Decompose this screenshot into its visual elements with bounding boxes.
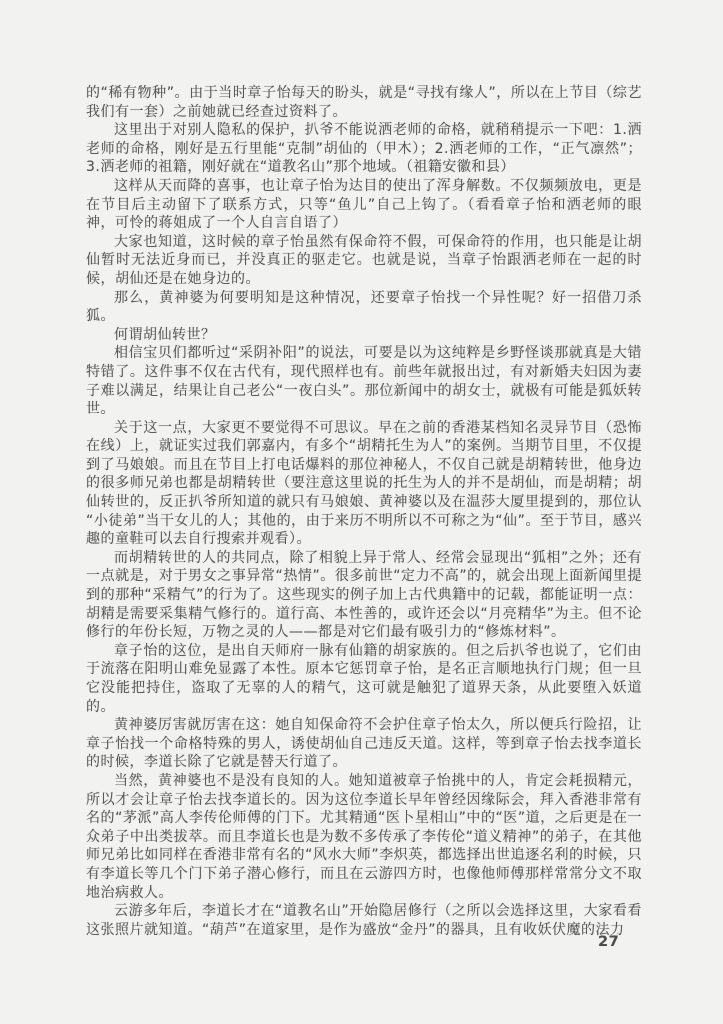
body-text [86,84,642,939]
paragraph: 章子怡的这位，是出自天师府一脉有仙籍的胡家族的。但之后扒爷也说了，它们由于流落在阳明山难免显露了本性。原本它惩罚章子怡，是名正言顺地执行门规；但一旦它没能把持住，盗取了无辜的人的精气，这可就是触犯了道界天条，从此要堕入妖道的。 [86,642,642,715]
paragraph: 云游多年后，李道长才在“道教名山”开始隐居修行（之所以会选择这里，大家看看这张照片就知道。“葫芦”在道家里，是作为盛放“金丹”的器具，且有收妖伏魔的法力 [86,903,642,938]
paragraph-question-heading: 何谓胡仙转世？ [114,326,216,343]
paragraph: 黄神婆厉害就厉害在这：她自知保命符不会护住章子怡太久，所以便兵行险招，让章子怡找一个命格特殊的男人，诱使胡仙自己违反天道。这样，等到章子怡去找李道长的时候，李道长除了它就是替天行道了。 [86,717,642,771]
paragraph: 而胡精转世的人的共同点，除了相貌上异于常人、经常会显现出“狐相”之外；还有一点就是，对于男女之事异常“热情”。很多前世“定力不高”的，就会出现上面新闻里提到的那种“采精气”的行为了。这些现实的例子加上古代典籍中的记载，都能证明一点：胡精是需要采集精气修行的。道行高、本性善的，或许还会以“月亮精华”为主。但不论修行的年份长短，万物之灵的人——都是对它们最有吸引力的“修炼材料”。 [86,549,642,641]
paragraph: 相信宝贝们都听过“采阴补阳”的说法，可要是以为这纯粹是乡野怪谈那就真是大错特错了。这件事不仅在古代有，现代照样也有。前些年就报出过，有对新婚夫妇因为妻子难以满足，结果让自己老公“一夜白头”。那位新闻中的胡女士，就极有可能是狐妖转世。 [86,345,642,418]
paragraph: 那么，黄神婆为何要明知是这种情况，还要章子怡找一个异性呢？好一招借刀杀狐。 [86,289,642,325]
page-number: 27 [598,934,620,950]
paragraph: 大家也知道，这时候的章子怡虽然有保命符不假，可保命符的作用，也只能是让胡仙暂时无法近身而已，并没真正的驱走它。也就是说，当章子怡跟洒老师在一起的时候，胡仙还是在她身边的。 [86,233,642,287]
paragraph-continuation: 的“稀有物种”。由于当时章子怡每天的盼头，就是“寻找有缘人”，所以在上节目（综艺我们有一套）之前她就已经查过资料了。 [86,85,642,120]
paragraph: 这里出于对别人隐私的保护，扒爷不能说洒老师的命格，就稍稍提示一下吧：1.洒老师的命格，刚好是五行里能“克制”胡仙的（甲木）；2.洒老师的工作，“正气凛然”；3.洒老师的祖籍，刚好就在“道教名山”那个地域。（祖籍安徽和县） [86,122,642,176]
paragraph: 这样从天而降的喜事，也让章子怡为达目的使出了浑身解数。不仅频频放电，更是在节目后主动留下了联系方式，只等“鱼儿”自己上钩了。（看看章子怡和洒老师的眼神，可怜的蒋姐成了一个人自言自语了） [86,177,642,232]
paragraph: 关于这一点，大家更不要觉得不可思议。早在之前的香港某档知名灵异节目（恐怖在线）上，就证实过我们郭嘉内，有多个“胡精托生为人”的案例。当期节目里，不仅提到了马娘娘。而且在节目上打电话爆料的那位神秘人，不仅自己就是胡精转世，他身边的很多师兄弟也都是胡精转世（要注意这里说的托生为人的并不是胡仙，而是胡精；胡仙转世的，反正扒爷所知道的就只有马娘娘、黄神婆以及在温莎大厦里提到的，那位认“小徒弟”当干女儿的人；其他的，由于来历不明所以不可称之为“仙”。至于节目，感兴趣的童鞋可以去自行搜索并观看）。 [86,419,642,548]
paragraph: 当然，黄神婆也不是没有良知的人。她知道被章子怡挑中的人，肯定会耗损精元，所以才会让章子怡去找李道长的。因为这位李道长早年曾经因缘际会，拜入香港非常有名的“茅派”高人李传伦师傅的门下。尤其精通“医卜星相山”中的“医”道，之后更是在一众弟子中出类拔萃。而且李道长也是为数不多传承了李传伦“道义精神”的弟子，在其他师兄弟比如同样在香港非常有名的“风水大师”李炽英，都选择出世追逐名利的时候，只有李道长等几个门下弟子潜心修行，而且在云游四方时，也像他师傅那样常常分文不取地治病救人。 [86,772,642,901]
